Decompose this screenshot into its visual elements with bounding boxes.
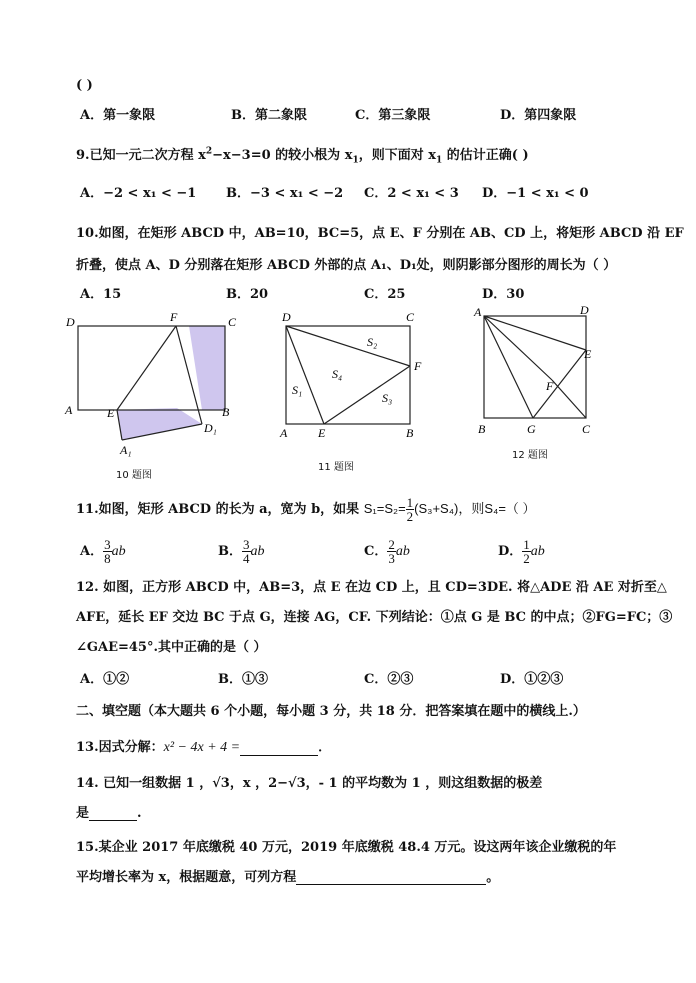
fig10-label-d1: D₁	[204, 421, 217, 435]
q9-option-b: B．−3 < x₁ < −2	[226, 186, 344, 201]
fig12-label-b: B	[478, 422, 486, 436]
q10-option-c: C．25	[364, 287, 406, 302]
q13-answer-blank[interactable]	[240, 755, 318, 756]
fig12-label-e: E	[584, 347, 592, 361]
q14-line2: 是 .	[76, 806, 142, 821]
fig11-label-s1: S₁	[292, 383, 303, 397]
q9-option-d: D．−1 < x₁ < 0	[482, 186, 589, 201]
fig10-label-a1: A₁	[120, 443, 132, 457]
q8-option-a: A．第一象限	[80, 108, 156, 123]
q11-option-a: A． $\frac{3}{8}$ ab	[80, 537, 126, 566]
fig11-label-f: F	[414, 359, 422, 373]
q8-bracket: ( )	[76, 78, 93, 93]
fig10-label-b: B	[222, 405, 230, 419]
q11-option-d: D． $\frac{1}{2}$ ab	[498, 537, 545, 566]
fig12-label-f: F	[546, 379, 554, 393]
q9-stem: 9.已知一元二次方程 $x^2-x-3=0$ 的较小根为 $x_1$，则下面对 $x_1$ 的估计正确( )	[76, 146, 529, 166]
fig11-label-b: B	[406, 426, 414, 440]
q8-option-d: D．第四象限	[500, 108, 577, 123]
q12-option-c: C．②③	[364, 672, 414, 687]
fig10-label-e: E	[107, 406, 115, 420]
q15-line2: 平均增长率为 x，根据题意，可列方程 。	[76, 870, 500, 885]
q10-line1: 10.如图，在矩形 ABCD 中，AB=10，BC=5，点 E、F 分别在 AB、CD 上，将矩形 ABCD 沿 EF	[76, 226, 684, 241]
fig11-label-s4: S₄	[332, 367, 343, 381]
fig10-caption: 10 题图	[116, 470, 152, 481]
q14-answer-blank[interactable]	[89, 820, 137, 821]
q9-option-c: C．2 < x₁ < 3	[364, 186, 459, 201]
q10-option-a: A．15	[80, 287, 122, 302]
q12-option-a: A．①②	[80, 672, 130, 687]
fig10-label-c: C	[228, 315, 237, 329]
fig11-caption: 11 题图	[318, 462, 354, 473]
q9-option-a: A．−2 < x₁ < −1	[80, 186, 197, 201]
fig10-label-f: F	[170, 310, 178, 324]
q12-line1: 12. 如图，正方形 ABCD 中，AB=3，点 E 在边 CD 上，且 CD=3DE. 将△ADE 沿 AE 对折至△	[76, 580, 667, 595]
q11-option-b: B． $\frac{3}{4}$ ab	[218, 537, 265, 566]
q10-option-d: D．30	[482, 287, 525, 302]
q12-line2: AFE，延长 EF 交边 BC 于点 G，连接 AG，CF. 下列结论：①点 G 是 BC 的中点；②FG=FC；③	[76, 610, 673, 625]
fig11-label-s3: S₃	[382, 391, 393, 405]
figure-11	[272, 306, 432, 442]
q8-option-b: B．第二象限	[231, 108, 307, 123]
q15-line1: 15.某企业 2017 年底缴税 40 万元，2019 年底缴税 48.4 万元。设这两年该企业缴税的年	[76, 840, 617, 855]
figure-12	[470, 304, 600, 438]
fig11-label-d: D	[282, 310, 291, 324]
q10-option-b: B．20	[226, 287, 269, 302]
fig12-label-c: C	[582, 422, 591, 436]
q13: 13.因式分解：x² − 4x + 4 = ．	[76, 740, 332, 755]
q10-line2: 折叠，使点 A、D 分别落在矩形 ABCD 外部的点 A₁、D₁处，则阴影部分图形的周长为（ ）	[76, 258, 617, 273]
fig12-caption: 12 题图	[512, 450, 548, 461]
q12-option-d: D．①②③	[500, 672, 564, 687]
q12-option-b: B．①③	[218, 672, 268, 687]
q14-line1: 14. 已知一组数据 1 ，√3，x ，2−√3，- 1 的平均数为 1 ，则这组数据的极差	[76, 776, 543, 791]
q15-answer-blank[interactable]	[296, 884, 486, 885]
fig11-label-e: E	[318, 426, 326, 440]
fig10-label-a: A	[65, 403, 73, 417]
fig12-label-g: G	[527, 422, 536, 436]
fig11-label-a: A	[280, 426, 288, 440]
q11-stem: 11.如图，矩形 ABCD 的长为 a，宽为 b，如果 S₁=S₂= $\frac{1}{2}$ (S₃+S₄)，则S₄=（ ）	[76, 495, 536, 524]
fig12-label-a: A	[474, 305, 482, 319]
q12-line3: ∠GAE=45°.其中正确的是（ ）	[76, 640, 267, 655]
q8-option-c: C．第三象限	[355, 108, 431, 123]
figure-10	[62, 308, 262, 458]
fig11-label-c: C	[406, 310, 415, 324]
section-2-heading: 二、填空题（本大题共 6 个小题，每小题 3 分，共 18 分．把答案填在题中的横线上.）	[76, 704, 586, 719]
fig10-label-d: D	[66, 315, 75, 329]
fig12-label-d: D	[580, 304, 589, 317]
q11-option-c: C． $\frac{2}{3}$ ab	[364, 537, 410, 566]
fig11-label-s2: S₂	[367, 335, 378, 349]
